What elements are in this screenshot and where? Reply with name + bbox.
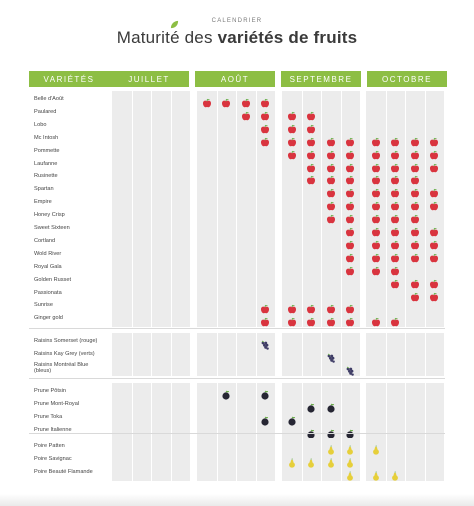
apple-icon — [306, 108, 316, 118]
week-divider — [132, 438, 133, 481]
apple-icon — [371, 211, 381, 221]
apple-icon — [429, 289, 439, 299]
pear-icon — [345, 455, 355, 465]
week-divider — [425, 333, 426, 376]
apple-icon — [345, 172, 355, 182]
week-divider — [341, 333, 342, 376]
apple-icon — [345, 198, 355, 208]
variety-label: Rusinette — [34, 173, 58, 180]
apple-icon — [371, 224, 381, 234]
apple-icon — [371, 172, 381, 182]
page-title — [0, 28, 474, 48]
week-divider — [217, 383, 218, 439]
apple-icon — [345, 160, 355, 170]
apple-icon — [306, 134, 316, 144]
apple-icon — [410, 250, 420, 260]
variety-label: Empire — [34, 199, 52, 206]
grapes-icon — [326, 350, 336, 360]
apple-icon — [390, 185, 400, 195]
pear-icon — [371, 468, 381, 478]
apple-icon — [410, 185, 420, 195]
grapes-icon — [260, 337, 270, 347]
column-header-august: AOÛT — [195, 71, 275, 87]
week-divider — [151, 383, 152, 439]
plum-icon — [326, 400, 336, 410]
apple-icon — [410, 224, 420, 234]
variety-label: Cortland — [34, 237, 56, 244]
apple-icon — [371, 314, 381, 324]
variety-label: Sweet Sixteen — [34, 225, 70, 231]
variety-label: Raisins Somerset (rouge) — [34, 338, 98, 344]
week-divider — [341, 383, 342, 439]
apple-icon — [345, 211, 355, 221]
apple-icon — [390, 314, 400, 324]
apple-icon — [390, 198, 400, 208]
variety-label: Ginger gold — [34, 315, 63, 322]
week-divider — [236, 333, 237, 376]
plum-icon — [326, 426, 336, 436]
apple-icon — [345, 134, 355, 144]
pear-icon — [326, 442, 336, 452]
variety-label: Raisins Montréal Blue (bleus) — [34, 361, 89, 375]
week-divider — [217, 333, 218, 376]
apple-icon — [326, 160, 336, 170]
variety-label: Prune Italienne — [34, 426, 72, 433]
week-divider — [171, 333, 172, 376]
variety-label: Sunrise — [34, 302, 53, 309]
apple-icon — [410, 276, 420, 286]
apple-icon — [371, 250, 381, 260]
apple-icon — [306, 121, 316, 131]
pear-icon — [371, 442, 381, 452]
page-shadow — [0, 494, 474, 506]
pear-icon — [287, 455, 297, 465]
apple-icon — [306, 314, 316, 324]
apple-icon — [345, 314, 355, 324]
apple-icon — [371, 237, 381, 247]
variety-label: Spartan — [34, 186, 54, 193]
apple-icon — [345, 301, 355, 311]
apple-icon — [306, 147, 316, 157]
week-divider — [151, 91, 152, 327]
apple-icon — [410, 160, 420, 170]
apple-icon — [326, 172, 336, 182]
apple-icon — [260, 134, 270, 144]
apple-icon — [202, 95, 212, 105]
apple-icon — [390, 263, 400, 273]
week-divider — [341, 91, 342, 327]
group-separator — [29, 433, 445, 434]
variety-label: Paulared — [34, 108, 57, 115]
variety-label: Poire Beauté Flamande — [34, 468, 93, 475]
variety-label: Raisins Kay Grey (verts) — [34, 350, 95, 357]
title-bold: variétés de fruits — [217, 28, 358, 47]
pear-icon — [345, 442, 355, 452]
variety-label: Laufanne — [34, 160, 58, 167]
plum-icon — [306, 426, 316, 436]
column-header-september: SEPTEMBRE — [281, 71, 361, 87]
apple-icon — [371, 134, 381, 144]
apple-icon — [221, 95, 231, 105]
variety-label: Passionata — [34, 289, 62, 296]
apple-icon — [326, 314, 336, 324]
variety-label: Golden Russet — [34, 276, 72, 283]
apple-icon — [306, 301, 316, 311]
apple-icon — [429, 185, 439, 195]
apple-icon — [326, 134, 336, 144]
week-divider — [405, 333, 406, 376]
week-divider — [321, 91, 322, 327]
week-divider — [171, 383, 172, 439]
apple-icon — [345, 147, 355, 157]
apple-icon — [429, 250, 439, 260]
week-divider — [405, 383, 406, 439]
apple-icon — [429, 237, 439, 247]
apple-icon — [390, 160, 400, 170]
week-divider — [171, 438, 172, 481]
apple-icon — [345, 263, 355, 273]
week-divider — [386, 91, 387, 327]
apple-icon — [429, 276, 439, 286]
apple-icon — [371, 263, 381, 273]
apple-icon — [345, 237, 355, 247]
column-header-varieties: VARIÉTÉS — [29, 71, 109, 87]
apple-icon — [410, 134, 420, 144]
variety-label: Honey Crisp — [34, 212, 65, 219]
apple-icon — [429, 147, 439, 157]
apple-icon — [390, 172, 400, 182]
group-separator — [29, 378, 445, 379]
apple-icon — [429, 134, 439, 144]
column-header-july: JUILLET — [109, 71, 189, 87]
plum-icon — [221, 387, 231, 397]
apple-icon — [260, 108, 270, 118]
apple-icon — [326, 211, 336, 221]
apple-icon — [241, 95, 251, 105]
apple-icon — [306, 172, 316, 182]
apple-icon — [390, 147, 400, 157]
week-divider — [321, 438, 322, 481]
week-divider — [151, 438, 152, 481]
plum-icon — [287, 413, 297, 423]
apple-icon — [429, 160, 439, 170]
plum-icon — [260, 413, 270, 423]
group-separator — [29, 328, 445, 329]
apple-icon — [326, 185, 336, 195]
variety-label: Royal Gala — [34, 263, 62, 270]
apple-icon — [390, 211, 400, 221]
variety-label: Prune Mont-Royal — [34, 400, 80, 407]
apple-icon — [260, 314, 270, 324]
week-divider — [405, 438, 406, 481]
apple-icon — [410, 289, 420, 299]
apple-icon — [410, 237, 420, 247]
variety-label: Wold River — [34, 250, 62, 257]
apple-icon — [287, 108, 297, 118]
week-divider — [256, 383, 257, 439]
week-divider — [256, 333, 257, 376]
apple-icon — [241, 108, 251, 118]
week-divider — [236, 383, 237, 439]
week-divider — [236, 438, 237, 481]
week-divider — [425, 383, 426, 439]
week-divider — [302, 333, 303, 376]
apple-icon — [287, 301, 297, 311]
week-divider — [132, 91, 133, 327]
variety-label: Belle d'Août — [34, 96, 64, 102]
week-divider — [341, 438, 342, 481]
week-divider — [256, 438, 257, 481]
variety-label: Pommette — [34, 147, 60, 154]
apple-icon — [371, 198, 381, 208]
week-divider — [151, 333, 152, 376]
week-divider — [132, 383, 133, 439]
week-divider — [321, 383, 322, 439]
week-divider — [405, 91, 406, 327]
variety-label: Poire Patten — [34, 443, 65, 449]
apple-icon — [371, 147, 381, 157]
plum-icon — [260, 387, 270, 397]
week-divider — [386, 383, 387, 439]
pear-icon — [326, 455, 336, 465]
apple-icon — [429, 198, 439, 208]
pear-icon — [390, 468, 400, 478]
apple-icon — [345, 185, 355, 195]
grapes-icon — [345, 363, 355, 373]
variety-label: Poire Savignac — [34, 455, 72, 462]
week-divider — [302, 91, 303, 327]
week-divider — [132, 333, 133, 376]
apple-icon — [371, 185, 381, 195]
week-divider — [386, 333, 387, 376]
apple-icon — [326, 198, 336, 208]
apple-icon — [371, 160, 381, 170]
week-divider — [171, 91, 172, 327]
variety-label: Lobo — [34, 121, 47, 128]
week-divider — [302, 438, 303, 481]
apple-icon — [287, 147, 297, 157]
apple-icon — [390, 224, 400, 234]
apple-icon — [429, 224, 439, 234]
apple-icon — [287, 314, 297, 324]
apple-icon — [345, 224, 355, 234]
apple-icon — [260, 121, 270, 131]
column-header-october: OCTOBRE — [367, 71, 447, 87]
apple-icon — [390, 134, 400, 144]
apple-icon — [260, 301, 270, 311]
week-divider — [302, 383, 303, 439]
apple-icon — [410, 211, 420, 221]
apple-icon — [390, 276, 400, 286]
week-divider — [321, 333, 322, 376]
apple-icon — [345, 250, 355, 260]
variety-label: Mc Intosh — [34, 134, 59, 141]
variety-label: Prune Pôtsin — [34, 388, 67, 394]
week-divider — [236, 91, 237, 327]
apple-icon — [326, 301, 336, 311]
apple-icon — [326, 147, 336, 157]
title-light: Maturité des — [116, 28, 218, 47]
week-divider — [217, 91, 218, 327]
apple-icon — [390, 250, 400, 260]
variety-label: Prune Toka — [34, 413, 63, 420]
week-divider — [425, 438, 426, 481]
apple-icon — [287, 134, 297, 144]
apple-icon — [410, 147, 420, 157]
pear-icon — [306, 455, 316, 465]
week-divider — [256, 91, 257, 327]
week-divider — [217, 438, 218, 481]
apple-icon — [260, 95, 270, 105]
plum-icon — [345, 426, 355, 436]
week-divider — [386, 438, 387, 481]
apple-icon — [390, 237, 400, 247]
week-divider — [425, 91, 426, 327]
apple-icon — [410, 198, 420, 208]
pear-icon — [345, 468, 355, 478]
apple-icon — [410, 172, 420, 182]
apple-icon — [306, 160, 316, 170]
apple-icon — [287, 121, 297, 131]
page-subtitle: CALENDRIER — [211, 18, 263, 24]
plum-icon — [306, 400, 316, 410]
